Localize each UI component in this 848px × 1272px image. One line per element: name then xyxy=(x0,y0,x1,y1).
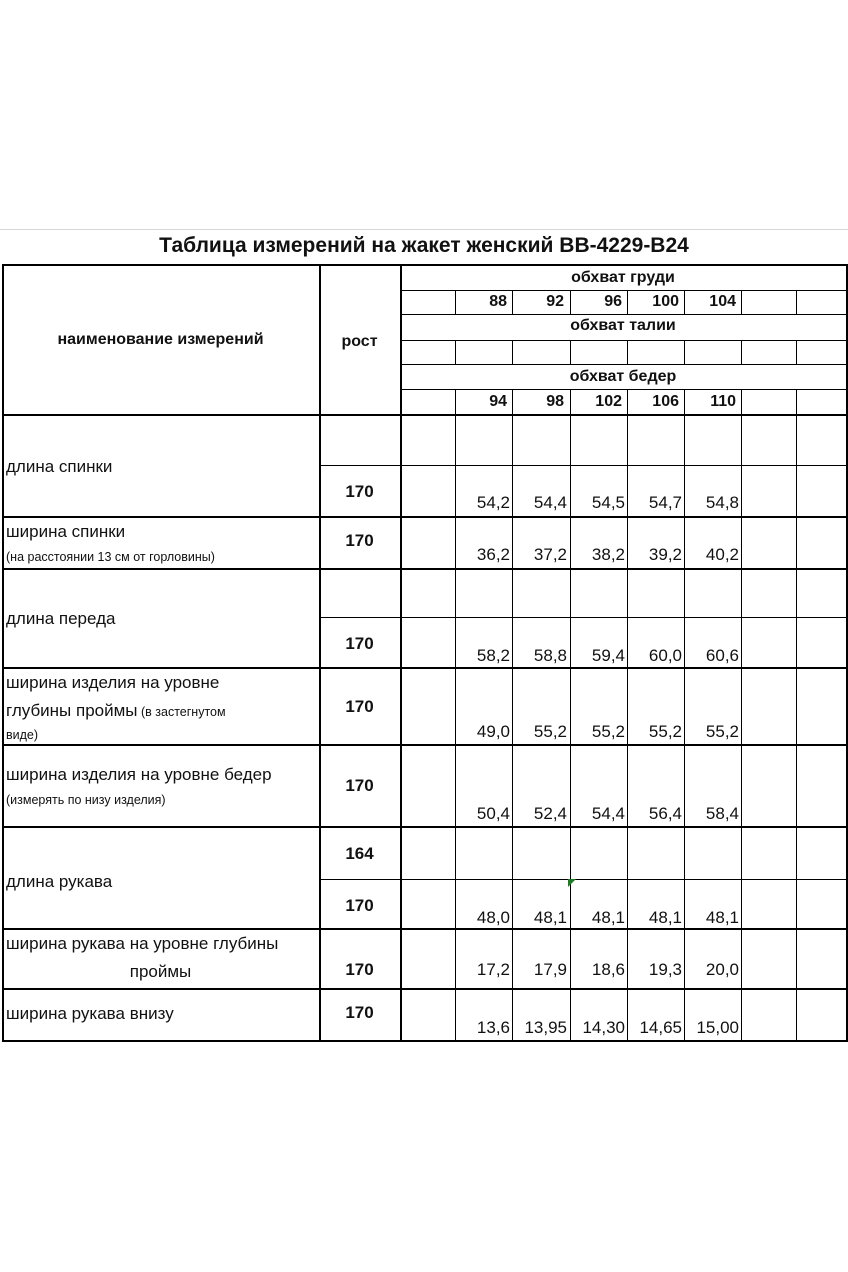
hips-size-110: 110 xyxy=(710,393,736,410)
measurement-note: (в застегнутом xyxy=(137,705,226,719)
size-value: 58,2 xyxy=(476,646,510,665)
size-value: 13,95 xyxy=(524,1018,567,1037)
column-header-height: рост xyxy=(341,333,378,350)
size-value: 48,0 xyxy=(476,908,510,927)
header-cell-divider xyxy=(741,340,742,364)
height-value: 170 xyxy=(345,531,374,550)
page-title: Таблица измерений на жакет женский ВВ-4229-В24 xyxy=(159,234,689,257)
table-border-left xyxy=(2,264,4,1042)
size-value: 54,7 xyxy=(648,493,682,512)
size-column-divider xyxy=(796,414,797,1040)
size-value: 56,4 xyxy=(648,804,682,823)
size-value: 48,1 xyxy=(591,908,625,927)
size-value: 54,2 xyxy=(476,493,510,512)
measurement-name: ширина спинки xyxy=(6,522,126,541)
height-value: 164 xyxy=(345,844,374,863)
hips-label: обхват бедер xyxy=(569,368,677,385)
size-value: 17,2 xyxy=(476,960,510,979)
measurement-name: ширина рукава внизу xyxy=(6,1004,174,1023)
height-value: 170 xyxy=(345,896,374,915)
size-value: 54,4 xyxy=(591,804,625,823)
size-value: 58,8 xyxy=(533,646,567,665)
size-value: 13,6 xyxy=(476,1018,510,1037)
row-divider xyxy=(2,928,846,930)
hips-size-94: 94 xyxy=(489,393,507,410)
header-cell-divider xyxy=(570,340,571,364)
chest-size-96: 96 xyxy=(604,293,622,310)
waist-label: обхват талии xyxy=(570,317,676,334)
size-value: 58,4 xyxy=(705,804,739,823)
row-divider xyxy=(2,744,846,746)
size-value: 36,2 xyxy=(476,545,510,564)
hips-size-102: 102 xyxy=(595,393,622,410)
size-value: 14,65 xyxy=(639,1018,682,1037)
size-value: 60,6 xyxy=(705,646,739,665)
hips-size-98: 98 xyxy=(546,393,564,410)
chest-size-88: 88 xyxy=(489,293,507,310)
size-value: 55,2 xyxy=(591,722,625,741)
measurement-note: (на расстоянии 13 см от горловины) xyxy=(6,550,215,564)
table-border-bottom xyxy=(2,1040,848,1042)
size-value: 17,9 xyxy=(533,960,567,979)
measurement-name: длина переда xyxy=(6,609,116,628)
row-divider xyxy=(2,516,846,518)
size-value: 60,0 xyxy=(648,646,682,665)
size-value: 15,00 xyxy=(696,1018,739,1037)
header-divider xyxy=(400,314,846,315)
size-value: 19,3 xyxy=(648,960,682,979)
header-cell-divider xyxy=(455,340,456,364)
measurement-name: ширина изделия на уровне бедер xyxy=(6,765,272,784)
header-cell-divider xyxy=(796,340,797,364)
measurement-name: ширина рукава на уровне глубины xyxy=(6,934,279,953)
row-divider xyxy=(2,414,846,416)
cell-comment-marker xyxy=(568,879,576,887)
size-value: 55,2 xyxy=(705,722,739,741)
header-cell-divider xyxy=(512,340,513,364)
measurement-note: виде) xyxy=(6,728,39,742)
chest-size-92: 92 xyxy=(546,293,564,310)
subrow-divider xyxy=(319,465,846,466)
size-value: 39,2 xyxy=(648,545,682,564)
table-border-top xyxy=(2,264,846,266)
row-divider xyxy=(2,568,846,570)
header-divider xyxy=(400,290,846,291)
header-cell-divider xyxy=(796,290,797,314)
size-value: 48,1 xyxy=(648,908,682,927)
size-value: 48,1 xyxy=(533,908,567,927)
header-cell-divider xyxy=(741,290,742,314)
measurement-name: длина рукава xyxy=(6,872,113,891)
header-divider xyxy=(400,364,846,365)
size-value: 54,8 xyxy=(705,493,739,512)
size-value: 54,5 xyxy=(591,493,625,512)
height-value: 170 xyxy=(345,697,374,716)
height-value: 170 xyxy=(345,776,374,795)
header-cell-divider xyxy=(796,389,797,414)
top-divider xyxy=(0,229,848,230)
size-value: 37,2 xyxy=(533,545,567,564)
chest-size-104: 104 xyxy=(709,293,736,310)
size-value: 49,0 xyxy=(476,722,510,741)
column-header-name: наименование измерений xyxy=(57,331,264,348)
height-value: 170 xyxy=(345,482,374,501)
measurement-name: проймы xyxy=(129,962,192,981)
size-value: 20,0 xyxy=(705,960,739,979)
size-column-divider xyxy=(741,414,742,1040)
measurement-note: (измерять по низу изделия) xyxy=(6,793,166,807)
size-value: 50,4 xyxy=(476,804,510,823)
chest-label: обхват груди xyxy=(571,269,675,286)
size-value: 55,2 xyxy=(648,722,682,741)
header-cell-divider xyxy=(627,340,628,364)
header-cell-divider xyxy=(684,340,685,364)
height-value: 170 xyxy=(345,1003,374,1022)
header-divider xyxy=(400,340,846,341)
chest-size-100: 100 xyxy=(652,293,679,310)
header-divider xyxy=(400,389,846,390)
measurement-name: ширина изделия на уровне xyxy=(6,673,220,692)
height-value: 170 xyxy=(345,960,374,979)
size-value: 38,2 xyxy=(591,545,625,564)
size-value: 52,4 xyxy=(533,804,567,823)
measurement-name: глубины проймы (в застегнутом xyxy=(6,701,226,720)
subrow-divider xyxy=(319,879,846,880)
size-value: 54,4 xyxy=(533,493,567,512)
height-value: 170 xyxy=(345,634,374,653)
header-cell-divider xyxy=(741,389,742,414)
row-divider xyxy=(2,988,846,990)
size-value: 55,2 xyxy=(533,722,567,741)
subrow-divider xyxy=(319,617,846,618)
size-value: 18,6 xyxy=(591,960,625,979)
size-value: 40,2 xyxy=(705,545,739,564)
hips-size-106: 106 xyxy=(652,393,679,410)
row-divider xyxy=(2,667,846,669)
size-value: 59,4 xyxy=(591,646,625,665)
measurement-name: длина спинки xyxy=(6,457,113,476)
row-divider xyxy=(2,826,846,828)
size-value: 14,30 xyxy=(582,1018,625,1037)
size-value: 48,1 xyxy=(705,908,739,927)
